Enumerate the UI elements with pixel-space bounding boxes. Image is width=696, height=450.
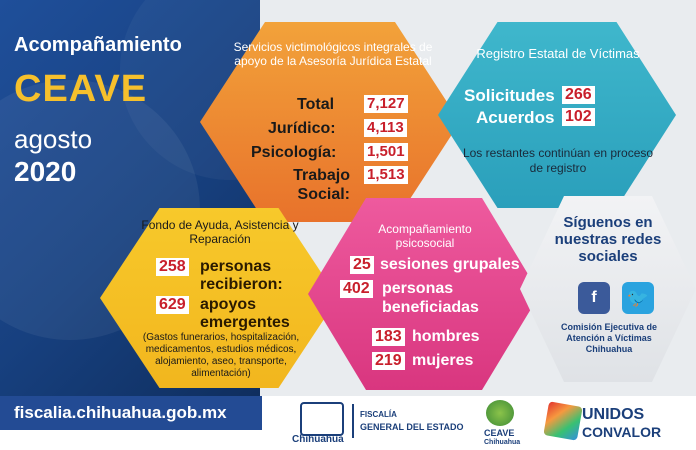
logo-fiscalia-line1: FISCALÍA xyxy=(360,410,397,419)
chihuahua-shield-icon xyxy=(300,402,344,436)
sesiones-value: 25 xyxy=(350,256,374,274)
logo-ceave: CEAVE xyxy=(484,428,515,438)
sesiones-text: sesiones grupales xyxy=(380,256,520,273)
servicios-label: Trabajo Social: xyxy=(293,167,350,203)
servicios-value: 1,501 xyxy=(364,143,408,161)
psicosocial-title: Acompañamiento psicosocial xyxy=(378,222,472,250)
mujeres-value: 219 xyxy=(372,352,405,370)
acuerdos-value: 102 xyxy=(562,108,595,126)
registro-note: Los restantes continúan en proceso de registro xyxy=(462,146,654,175)
hombres-value: 183 xyxy=(372,328,405,346)
fondo-apoyos-value: 629 xyxy=(156,296,189,314)
ceave-flower-icon xyxy=(486,400,514,426)
logo-unidos: UNIDOS xyxy=(582,406,645,423)
logo-chihuahua: Chihuahua xyxy=(292,434,344,445)
title-acompanamiento: Acompañamiento xyxy=(14,34,182,56)
title-year: 2020 xyxy=(14,156,77,187)
redes-org: Comisión Ejecutiva de Atención a Víctimas Chihuahua xyxy=(560,322,658,354)
title-month: agosto xyxy=(14,124,93,154)
servicios-title: Servicios victimológicos integrales de apoyo de la Asesoría Jurídica Estatal xyxy=(233,40,433,68)
twitter-icon[interactable]: 🐦 xyxy=(622,282,654,314)
footer-divider xyxy=(352,404,354,438)
footer-url-link[interactable]: fiscalia.chihuahua.gob.mx xyxy=(0,396,262,430)
logo-ceave-sub: Chihuahua xyxy=(484,439,521,446)
logo-convalor: CONVALOR xyxy=(582,424,662,440)
servicios-label: Total xyxy=(297,96,335,113)
mujeres-text: mujeres xyxy=(412,352,474,369)
servicios-label: Jurídico: xyxy=(268,120,336,137)
acuerdos-label: Acuerdos xyxy=(476,108,555,127)
solicitudes-label: Solicitudes xyxy=(464,86,555,105)
solicitudes-value: 266 xyxy=(562,86,595,104)
unidos-map-icon xyxy=(543,401,582,440)
servicios-value: 4,113 xyxy=(364,119,407,137)
fondo-note: (Gastos funerarios, hospitalización, medicamentos, estudios médicos, alojamiento, aseo, transporte, alimentación) xyxy=(142,332,300,379)
beneficiadas-text: personas beneficiadas xyxy=(382,280,479,316)
servicios-value: 1,513 xyxy=(364,166,408,184)
fondo-title: Fondo de Ayuda, Asistencia y Reparación xyxy=(141,218,299,246)
servicios-label: Psicología: xyxy=(251,144,337,161)
logo-fiscalia-line2: GENERAL DEL ESTADO xyxy=(360,422,464,432)
fondo-persons-value: 258 xyxy=(156,258,189,276)
registro-title: Registro Estatal de Víctimas xyxy=(476,46,640,61)
servicios-value: 7,127 xyxy=(364,95,408,113)
fondo-persons-text: personas recibieron: xyxy=(200,258,283,293)
redes-title: Síguenos en nuestras redes sociales xyxy=(554,214,662,265)
hombres-text: hombres xyxy=(412,328,480,345)
beneficiadas-value: 402 xyxy=(340,280,373,298)
title-ceave: CEAVE xyxy=(14,68,148,110)
facebook-icon[interactable]: f xyxy=(578,282,610,314)
fondo-apoyos-text: apoyos emergentes xyxy=(200,296,290,331)
